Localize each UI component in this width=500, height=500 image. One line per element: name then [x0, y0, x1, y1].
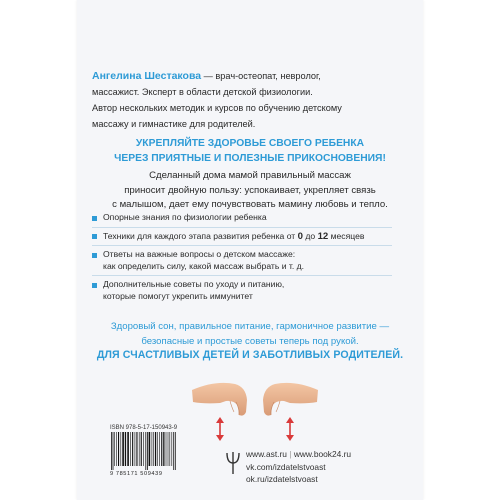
barcode-bar	[135, 432, 136, 466]
barcode-bar	[139, 432, 140, 466]
isbn-text: ISBN 978-5-17-150943-9	[110, 425, 178, 431]
list-item	[92, 212, 392, 224]
barcode-bar	[172, 432, 173, 466]
barcode	[110, 432, 192, 470]
barcode-bar	[118, 432, 119, 466]
bullet-text-line1: Ответы на важные вопросы о детском массаже:	[103, 249, 296, 259]
barcode-bar	[175, 432, 176, 470]
barcode-bar	[127, 432, 129, 466]
bullet-text-pre: Техники для каждого этапа развития ребенка от	[103, 230, 298, 241]
author-bio	[92, 68, 412, 132]
vk-link[interactable]: vk.com/izdatelstvoast	[246, 461, 326, 472]
barcode-bar	[122, 432, 124, 466]
barcode-bar	[161, 432, 162, 466]
summary-text	[95, 320, 405, 349]
barcode-bar	[111, 432, 112, 470]
bullet-text: Опорные знания по физиологии ребенка	[103, 212, 267, 222]
barcode-bar	[157, 432, 158, 466]
barcode-bar	[141, 432, 142, 466]
intro-paragraph	[95, 169, 405, 213]
age-from: 0	[297, 230, 303, 242]
slogan: ДЛЯ СЧАСТЛИВЫХ ДЕТЕЙ И ЗАБОТЛИВЫХ РОДИТЕЛЕЙ.	[96, 349, 404, 361]
barcode-bar	[145, 432, 146, 470]
intro-line1: Сделанный дома мамой правильный массаж	[149, 170, 351, 181]
author-bio-line1	[92, 68, 412, 84]
author-desc-line2: массажист. Эксперт в области детской физиологии.	[92, 87, 313, 97]
divider	[92, 227, 392, 228]
barcode-bar	[143, 432, 144, 466]
list-item	[92, 231, 392, 243]
left-hand-icon	[192, 383, 247, 416]
barcode-bar	[153, 432, 154, 466]
up-down-arrow-icon	[286, 417, 294, 441]
intro-line2: приносит двойную пользу: успокаивает, укрепляет связь	[124, 184, 376, 196]
ok-link[interactable]: ok.ru/izdatelstvoast	[246, 474, 318, 484]
bullet-text-line2: как определить силу, какой массаж выбрать и т. д.	[103, 260, 305, 271]
barcode-bar	[116, 432, 117, 466]
barcode-bar	[168, 432, 169, 466]
ast-link[interactable]: www.ast.ru	[246, 449, 287, 459]
bullet-square-icon	[92, 253, 97, 258]
list-item	[92, 249, 392, 272]
author-desc-line3: Автор нескольких методик и курсов по обучению детскому	[92, 103, 342, 113]
bullet-text-mid: до	[302, 230, 318, 241]
barcode-bar	[163, 432, 164, 466]
cta-line2: ЧЕРЕЗ ПРИЯТНЫЕ И ПОЛЕЗНЫЕ ПРИКОСНОВЕНИЯ!	[114, 153, 386, 164]
barcode-bar	[173, 432, 174, 470]
summary-line1: Здоровый сон, правильное питание, гармоничное развитие —	[110, 321, 390, 332]
barcode-bar	[121, 432, 122, 466]
barcode-bar	[149, 432, 151, 466]
massage-hands-illustration	[190, 370, 320, 445]
right-hand-icon	[263, 383, 318, 416]
bullet-square-icon	[92, 234, 97, 239]
up-down-arrow-icon	[216, 417, 224, 441]
bullet-square-icon	[92, 283, 97, 288]
list-item	[92, 279, 392, 302]
publisher-links	[246, 448, 406, 486]
cta-line1: УКРЕПЛЯЙТЕ ЗДОРОВЬЕ СВОЕГО РЕБЕНКА	[135, 138, 365, 149]
age-to: 12	[317, 230, 329, 242]
barcode-digits: 9 785171 509439	[110, 471, 163, 477]
divider	[92, 245, 392, 246]
barcode-bar	[132, 432, 133, 466]
author-name: Ангелина Шестакова	[92, 70, 202, 82]
barcode-bar	[136, 432, 137, 466]
feature-list	[92, 212, 392, 309]
barcode-bar	[113, 432, 114, 470]
barcode-bar	[125, 432, 126, 466]
barcode-block	[110, 425, 200, 485]
barcode-bar	[170, 432, 171, 466]
barcode-bar	[114, 432, 115, 466]
author-desc-line4: массажу и гимнастике для родителей.	[92, 119, 256, 129]
intro-line3: с малышом, дает ему почувствовать мамину любовь и тепло.	[112, 199, 388, 210]
bullet-square-icon	[92, 216, 97, 221]
barcode-bar	[166, 432, 167, 466]
divider	[92, 275, 392, 276]
summary-line2: безопасные и простые советы теперь под рукой.	[141, 335, 359, 347]
barcode-bar	[152, 432, 153, 466]
barcode-bar	[155, 432, 156, 466]
bullet-text-line1: Дополнительные советы по уходу и питанию,	[103, 279, 285, 289]
barcode-bar	[147, 432, 148, 470]
bullet-text-line2: которые помогут укрепить иммунитет	[103, 290, 253, 301]
barcode-bar	[130, 432, 131, 466]
url-line1	[246, 448, 406, 461]
book24-link[interactable]: www.book24.ru	[293, 449, 352, 459]
bullet-text-post: месяцев	[328, 230, 365, 241]
call-to-action-heading	[95, 136, 405, 166]
author-desc-line1: — врач-остеопат, невролог,	[201, 71, 321, 81]
bullet-text	[103, 231, 392, 243]
barcode-bar	[159, 432, 160, 466]
publisher-logo-icon	[226, 451, 240, 475]
url-separator: |	[289, 449, 292, 459]
